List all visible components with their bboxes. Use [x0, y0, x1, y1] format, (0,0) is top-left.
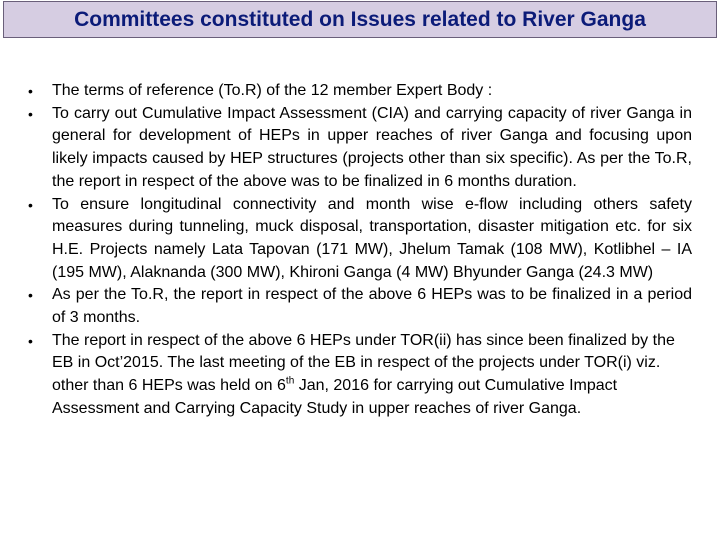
last-bullet-text-after: Jan, 2016 for carrying out Cumulative Impact Assessment and Carrying Capacity Study in upper reaches of river Ganga.	[52, 377, 618, 417]
slide-title-bar	[3, 1, 717, 38]
bullet-text: To ensure longitudinal connectivity and month wise e-flow including others safety measures during tunneling, muck disposal, transportation, disaster mitigation etc. for six H.E. Projects namely Lata Tapovan (171 MW), Jhelum Tamak (108 MW), Kotlibhel – IA (195 MW), Alaknanda (300 MW), Khironi Ganga (4 MW) Bhyunder Ganga (24.3 MW)	[52, 195, 692, 281]
slide-title: Committees constituted on Issues related to River Ganga	[74, 8, 646, 31]
bullet-marker: •	[28, 287, 33, 304]
bullet-marker: •	[28, 196, 33, 213]
bullet-marker: •	[28, 105, 33, 122]
bullet-list	[28, 80, 692, 421]
bullet-marker: •	[28, 83, 33, 99]
bullet-item	[28, 103, 692, 194]
bullet-text: To carry out Cumulative Impact Assessment (CIA) and carrying capacity of river Ganga in general for development of HEPs in upper reaches of river Ganga and focusing upon likely impacts caused by HEP structures (projects other than six specific). As per the To.R, the report in respect of the above was to be finalized in 6 months duration.	[52, 104, 692, 190]
bullet-marker: •	[28, 332, 33, 349]
bullet-text: As per the To.R, the report in respect of the above 6 HEPs was to be finalized in a period of 3 months.	[52, 286, 692, 327]
ordinal-suffix: th	[285, 375, 295, 387]
bullet-item	[28, 80, 692, 103]
bullet-text: The terms of reference (To.R) of the 12 member Expert Body :	[52, 82, 493, 99]
bullet-text	[52, 330, 692, 421]
last-bullet-text-before: The report in respect of the above 6 HEPs under TOR(ii) has since been finalized by the EB in Oct’2015. The last meeting of the EB in respect of the projects under TOR(i) viz. other than 6 HEPs was held on 6	[52, 331, 675, 395]
bullet-item	[28, 330, 692, 421]
bullet-item	[28, 194, 692, 285]
bullet-item	[28, 284, 692, 329]
